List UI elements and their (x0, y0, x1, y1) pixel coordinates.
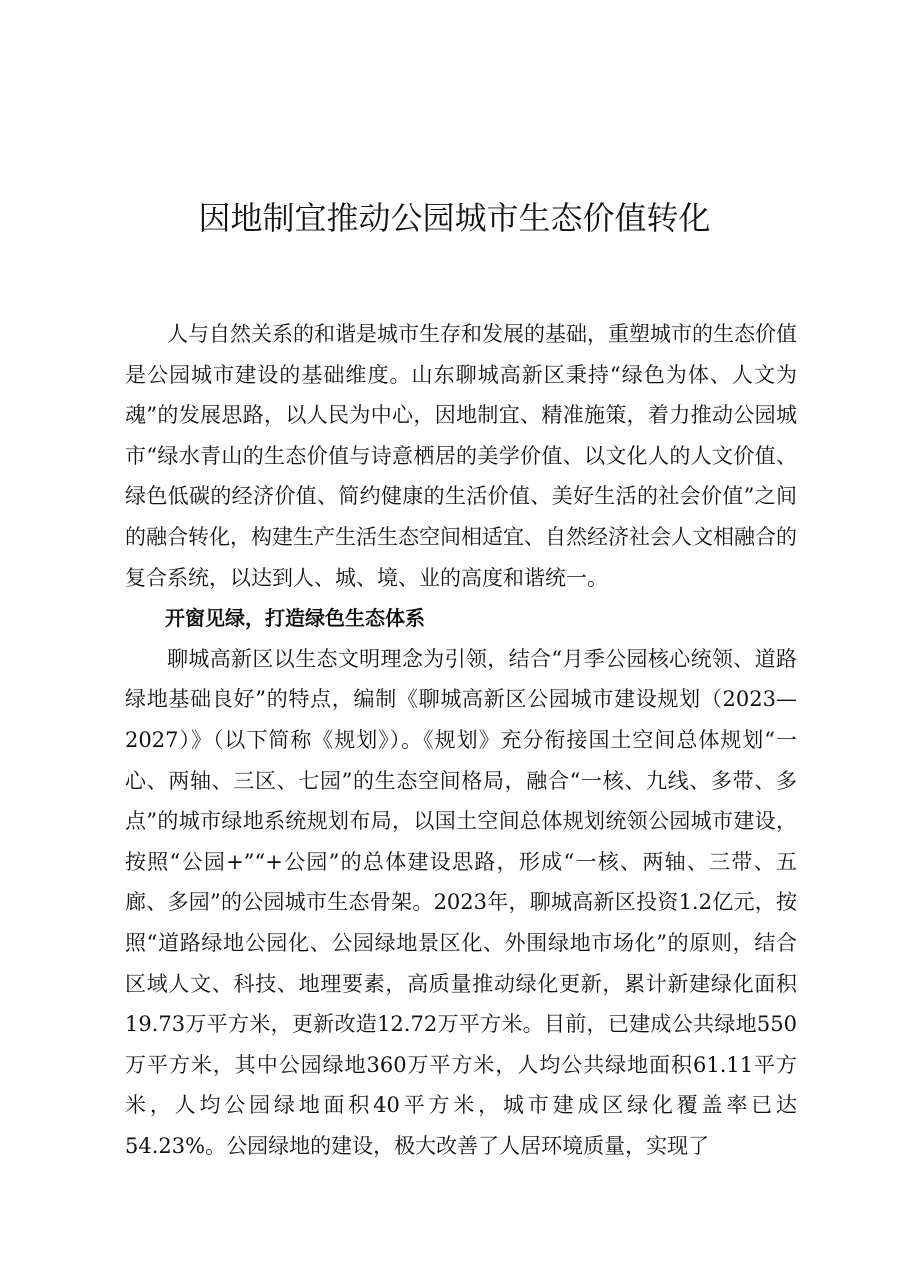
document-title: 因地制宜推动公园城市生态价值转化 (198, 199, 711, 237)
document-body (125, 314, 797, 1166)
paragraph-intro: 人与自然关系的和谐是城市生存和发展的基础，重塑城市的生态价值是公园城市建设的基础维度。山东聊城高新区秉持“绿色为体、人文为魂”的发展思路，以人民为中心，因地制宜、精准施策，着力推动公园城市“绿水青山的生态价值与诗意栖居的美学价值、以文化人的人文价值、绿色低碳的经济价值、简约健康的生活价值、美好生活的社会价值”之间的融合转化，构建生产生活生态空间相适宜、自然经济社会人文相融合的复合系统，以达到人、城、境、业的高度和谐统一。 (125, 322, 797, 590)
section-heading: 开窗见绿，打造绿色生态体系 (165, 606, 425, 631)
paragraph-section-1: 聊城高新区以生态文明理念为引领，结合“月季公园核心统领、道路绿地基础良好”的特点，编制《聊城高新区公园城市建设规划（2023—2027）》（以下简称《规划》）。《规划》充分衔接国土空间总体规划“一心、两轴、三区、七园”的生态空间格局，融合“一核、九线、多带、多点”的城市绿地系统规划布局，以国土空间总体规划统领公园城市建设，按照“公园+”“+公园”的总体建设思路，形成“一核、两轴、三带、五廊、多园”的公园城市生态骨架。2023年，聊城高新区投资1.2亿元，按照“道路绿地公园化、公园绿地景区化、外围绿地市场化”的原则，结合区域人文、科技、地理要素，高质量推动绿化更新，累计新建绿化面积19.73万平方米，更新改造12.72万平方米。目前，已建成公共绿地550万平方米，其中公园绿地360万平方米，人均公共绿地面积61.11平方米，人均公园绿地面积40平方米，城市建成区绿化覆盖率已达54.23%。公园绿地的建设，极大改善了人居环境质量，实现了 (125, 646, 797, 1158)
